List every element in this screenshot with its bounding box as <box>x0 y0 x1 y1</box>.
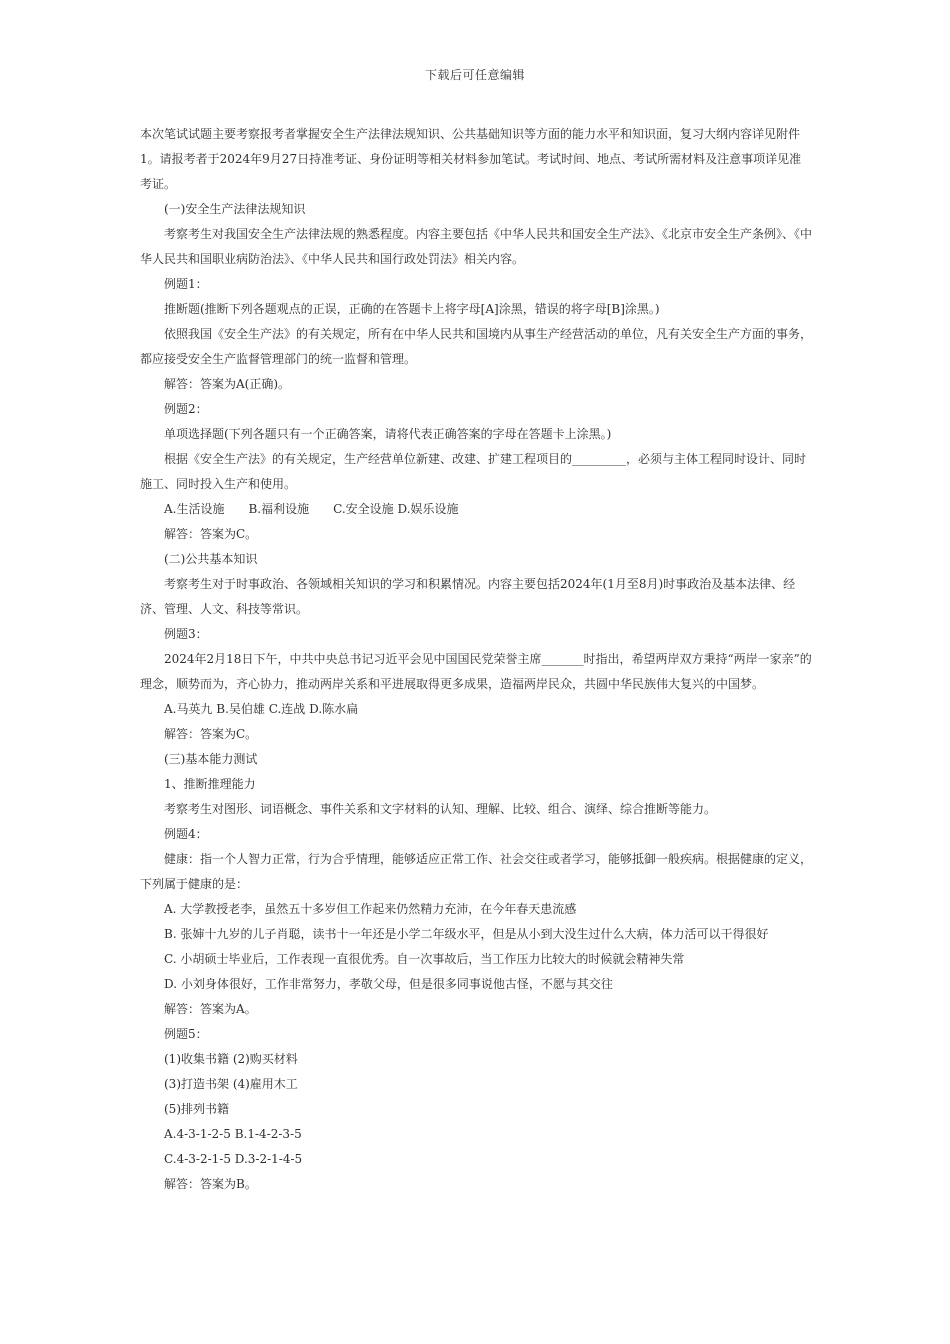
document-body <box>140 122 812 1197</box>
question-instruction: 推断题(推断下列各题观点的正误，正确的在答题卡上将字母[A]涂黑，错误的将字母[B]涂黑。) <box>164 302 660 316</box>
answer-options: C.4-3-2-1-5 D.3-2-1-4-5 <box>164 1152 303 1166</box>
answer-option-c: C. 小胡硕士毕业后，工作表现一直很优秀。自一次事故后，当工作压力比较大的时候就会精神失常 <box>164 952 685 966</box>
question-text: 根据《安全生产法》的有关规定，生产经营单位新建、改建、扩建工程项目的_________，必须与主体工程同时设计、同时施工、同时投入生产和使用。 <box>140 452 807 491</box>
question-text: 健康：指一个人智力正常，行为合乎情理，能够适应正常工作、社会交往或者学习，能够抵御一般疾病。根据健康的定义，下列属于健康的是： <box>140 852 813 891</box>
answer-options: A.4-3-1-2-5 B.1-4-2-3-5 <box>164 1127 302 1141</box>
example-label: 例题2： <box>164 402 208 416</box>
answer-options: A.马英九 B.吴伯雄 C.连战 D.陈水扁 <box>164 702 359 716</box>
subsection-heading: 1、推断推理能力 <box>164 777 256 791</box>
answer-text: 解答：答案为C。 <box>164 727 258 741</box>
example-label: 例题5： <box>164 1027 208 1041</box>
section-description: 考察考生对我国安全生产法律法规的熟悉程度。内容主要包括《中华人民共和国安全生产法》、《北京市安全生产条例》、《中华人民共和国职业病防治法》、《中华人民共和国行政处罚法》相关内容。 <box>140 227 813 266</box>
answer-text: 解答：答案为A。 <box>164 1002 257 1016</box>
page-header: 下载后可任意编辑 <box>424 68 525 82</box>
answer-text: 解答：答案为B。 <box>164 1177 257 1191</box>
question-text: 依照我国《安全生产法》的有关规定，所有在中华人民共和国境内从事生产经营活动的单位，凡有关安全生产方面的事务，都应接受安全生产监督管理部门的统一监督和管理。 <box>140 327 813 366</box>
intro-paragraph: 本次笔试试题主要考察报考者掌握安全生产法律法规知识、公共基础知识等方面的能力水平和知识面，复习大纲内容详见附件1。请报考者于2024年9月27日持准考证、身份证明等相关材料参加笔试。考试时间、地点、考试所需材料及注意事项详见准考证。 <box>140 127 802 191</box>
section-heading-public: (二)公共基本知识 <box>164 552 258 566</box>
example-label: 例题3： <box>164 627 208 641</box>
answer-option-d: D. 小刘身体很好，工作非常努力，孝敬父母，但是很多同事说他古怪，不愿与其交往 <box>164 977 613 991</box>
answer-option-b: B. 张婶十九岁的儿子肖聪，读书十一年还是小学二年级水平，但是从小到大没生过什么大病，体力活可以干得很好 <box>164 927 769 941</box>
example-label: 例题4： <box>164 827 208 841</box>
question-text: 2024年2月18日下午，中共中央总书记习近平会见中国国民党荣誉主席_______时指出，希望两岸双方秉持“两岸一家亲”的理念，顺势而为，齐心协力，推动两岸关系和平进展取得更多成果，造福两岸民众，共圆中华民族伟大复兴的中国梦。 <box>140 652 812 691</box>
section-heading-ability: (三)基本能力测试 <box>164 752 258 766</box>
example-label: 例题1： <box>164 277 208 291</box>
section-description: 考察考生对图形、词语概念、事件关系和文字材料的认知、理解、比较、组合、演绎、综合推断等能力。 <box>164 802 717 816</box>
sequence-items: (1)收集书籍 (2)购买材料 <box>164 1052 298 1066</box>
answer-text: 解答：答案为A(正确)。 <box>164 377 291 391</box>
sequence-items: (5)排列书籍 <box>164 1102 229 1116</box>
section-heading-law: (一)安全生产法律法规知识 <box>164 202 306 216</box>
answer-text: 解答：答案为C。 <box>164 527 258 541</box>
answer-option-a: A. 大学教授老李，虽然五十多岁但工作起来仍然精力充沛，在今年春天患流感 <box>164 902 577 916</box>
section-description: 考察考生对于时事政治、各领域相关知识的学习和积累情况。内容主要包括2024年(1月至8月)时事政治及基本法律、经济、管理、人文、科技等常识。 <box>140 577 796 616</box>
answer-options: A.生活设施 B.福利设施 C.安全设施 D.娱乐设施 <box>164 502 459 516</box>
sequence-items: (3)打造书架 (4)雇用木工 <box>164 1077 298 1091</box>
question-instruction: 单项选择题(下列各题只有一个正确答案，请将代表正确答案的字母在答题卡上涂黑。) <box>164 427 612 441</box>
